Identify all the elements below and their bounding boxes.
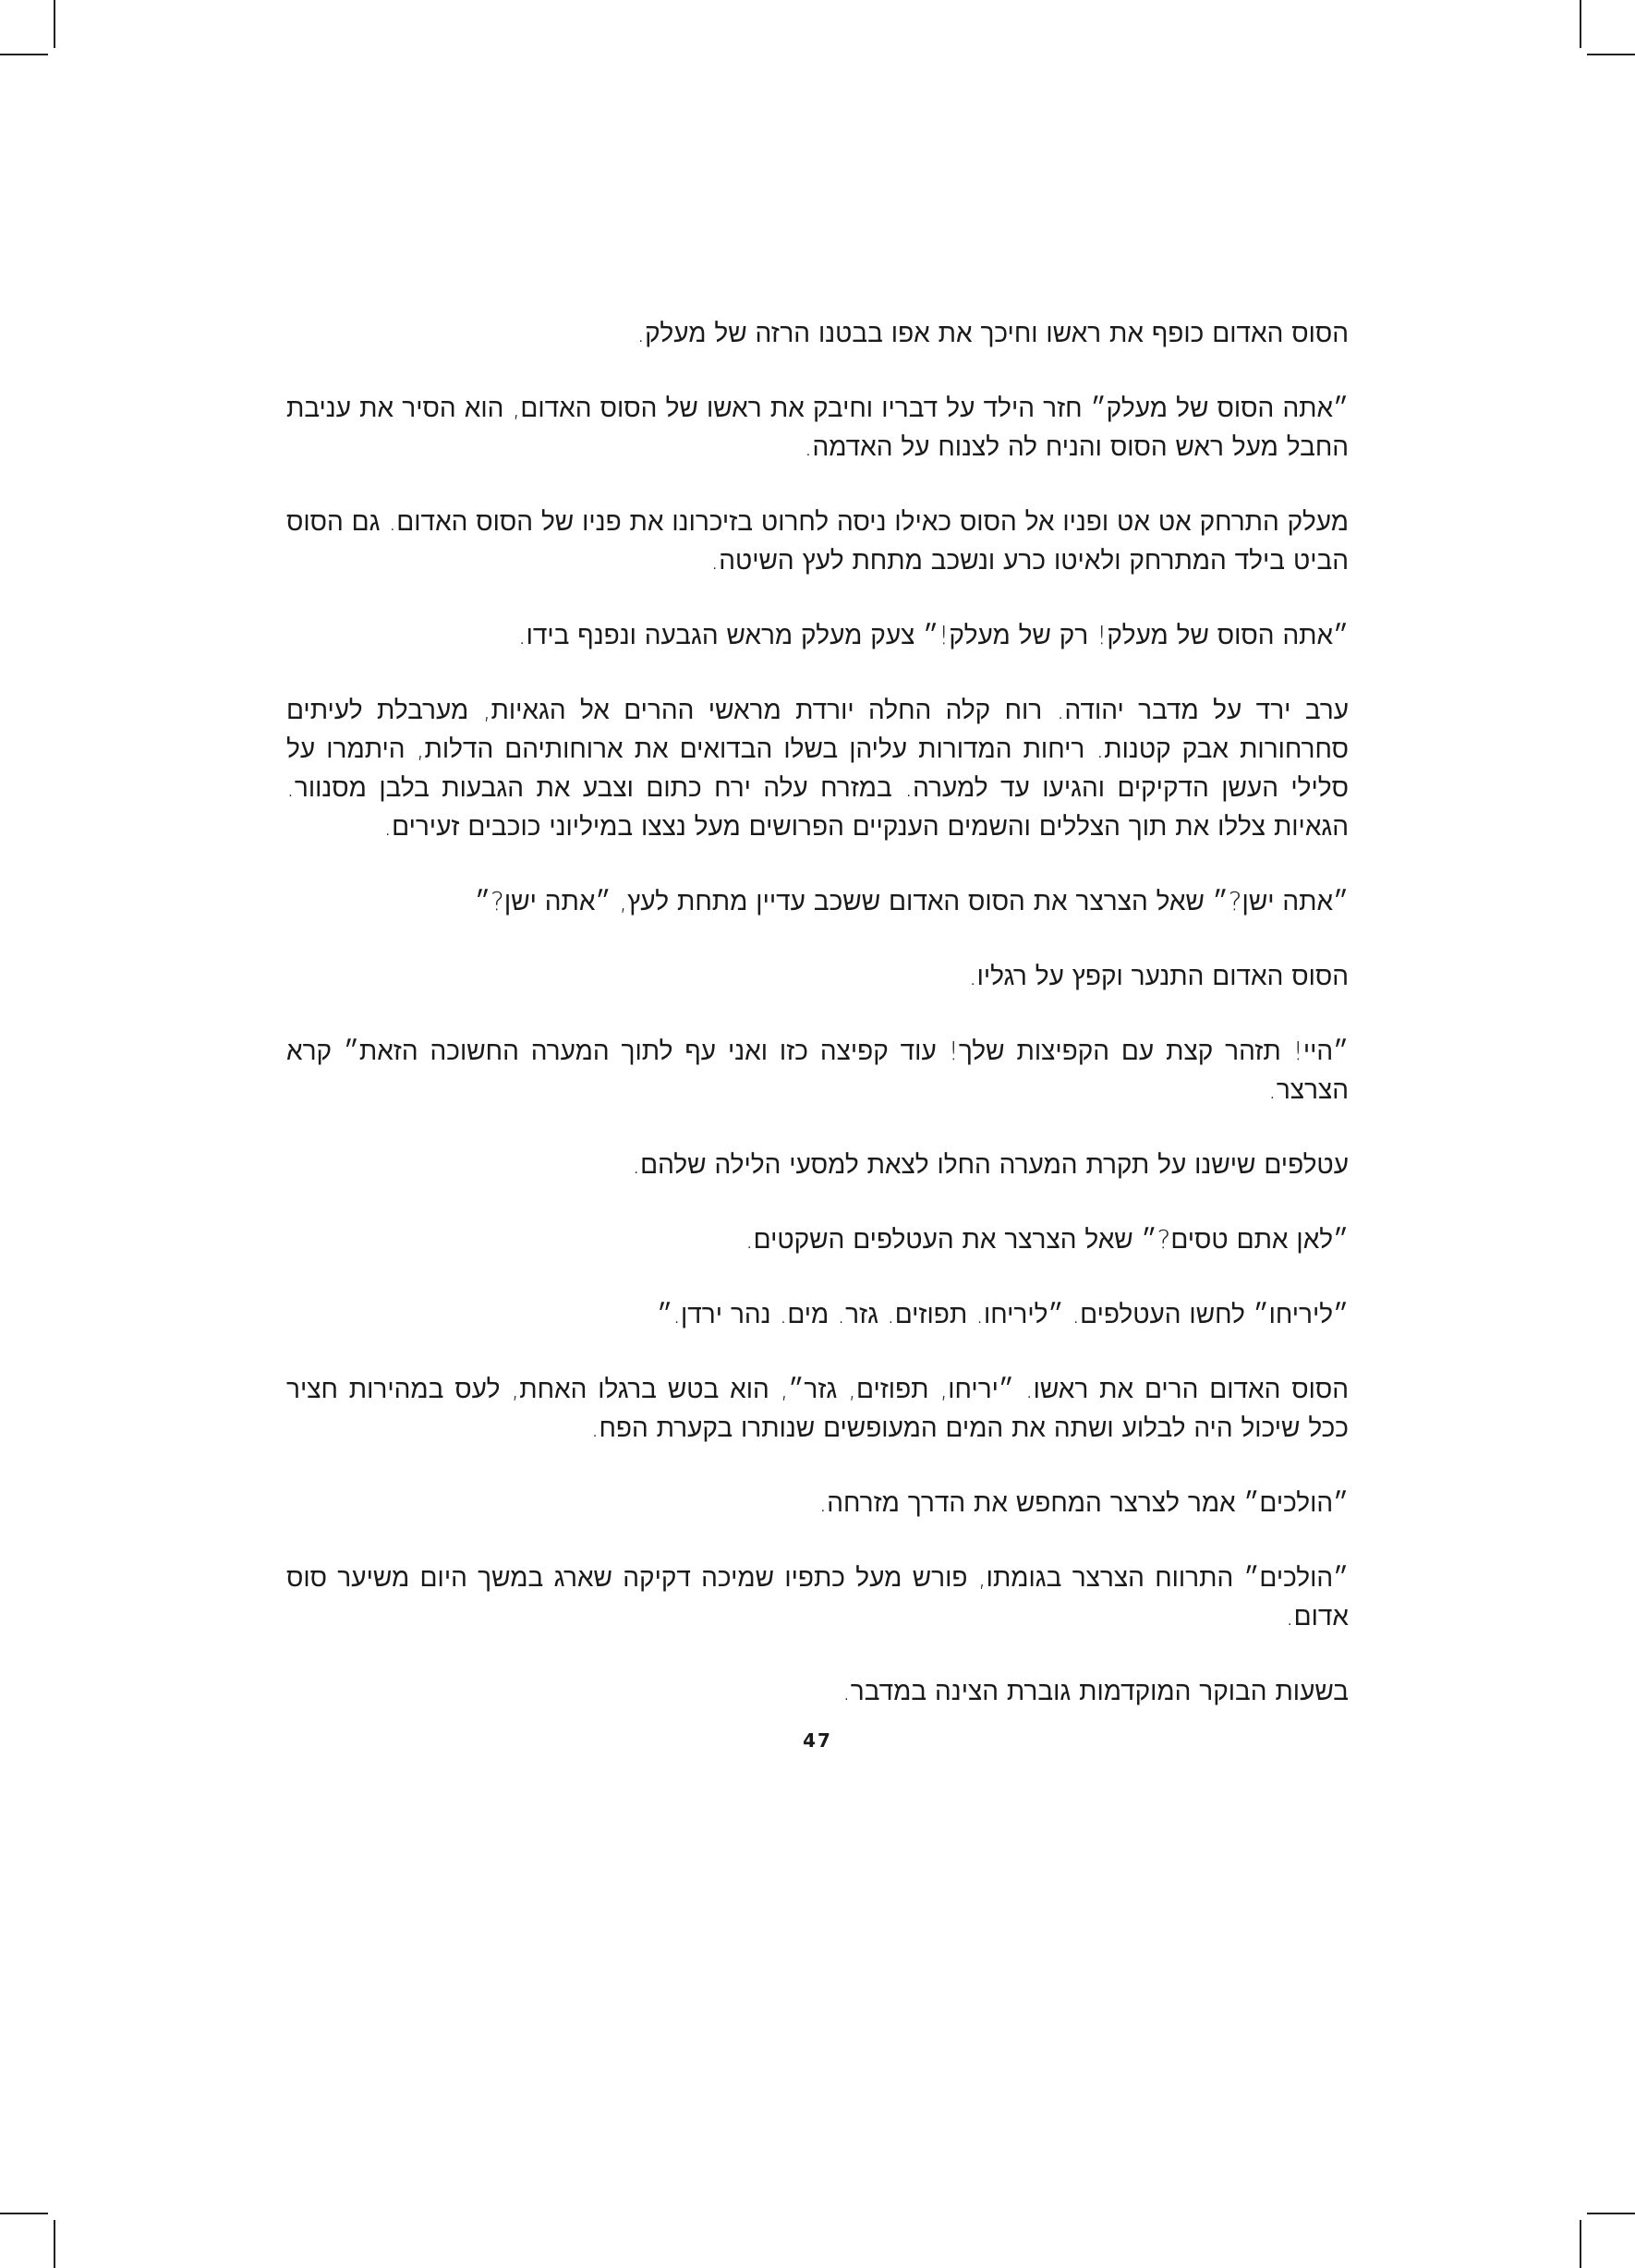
crop-mark-top-right-horizontal	[1587, 54, 1635, 55]
paragraph-3: מעלק התרחק אט אט ופניו אל הסוס כאילו ניסה לחרוט בזיכרונו את פניו של הסוס האדום. גם הסוס הביט בילד המתרחק ולאיטו כרע ונשכב מתחת לעץ השיטה.	[286, 506, 1349, 576]
paragraph-2: ״אתה הסוס של מעלק״ חזר הילד על דבריו וחיבק את ראשו של הסוס האדום, הוא הסיר את עניבת החבל מעל ראש הסוס והניח לה לצנוח על האדמה.	[286, 393, 1349, 462]
paragraph-14: ״הולכים״ התרווח הצרצר בגומתו, פורש מעל כתפיו שמיכה דקיקה שארג במשך היום משיער סוס אדום.	[286, 1562, 1349, 1631]
crop-mark-top-right-vertical	[1580, 0, 1581, 48]
crop-mark-top-left-vertical	[54, 0, 55, 48]
paragraph-12: הסוס האדום הרים את ראשו. ״יריחו, תפוזים, גזר״, הוא בטש ברגלו האחת, לעס במהירות חציר ככל שיכול היה לבלוע ושתה את המים המעופשים שנותרו בקערת הפח.	[286, 1374, 1349, 1443]
paragraph-11: ״ליריחו״ לחשו העטלפים. ״ליריחו. תפוזים. גזר. מים. נהר ירדן.״	[657, 1299, 1349, 1329]
paragraph-5: ערב ירד על מדבר יהודה. רוח קלה החלה יורדת מראשי ההרים אל הגאיות, מערבלת לעיתים סחרחורות אבק קטנות. ריחות המדורות עליהן בשלו הבדואים את ארוחותיהם הדלות, היתמרו על סלילי העשן הדקיקים והגיעו עד למערה. במזרח עלה ירח כתום וצבע את הגבעות בלבן מסנוור. הגאיות צללו את תוך הצללים והשמים הענקיים הפרושים מעל נצצו במיליוני כוכבים זעירים.	[286, 695, 1349, 842]
paragraph-7: הסוס האדום התנער וקפץ על רגליו.	[968, 961, 1349, 991]
paragraph-13: ״הולכים״ אמר לצרצר המחפש את הדרך מזרחה.	[818, 1487, 1349, 1518]
crop-mark-top-left-horizontal	[0, 54, 48, 55]
paragraph-15: בשעות הבוקר המוקדמות גוברת הצינה במדבר.	[842, 1676, 1349, 1706]
crop-mark-bottom-right-vertical	[1580, 2220, 1581, 2268]
paragraph-10: ״לאן אתם טסים?״ שאל הצרצר את העטלפים השקטים.	[745, 1224, 1349, 1255]
crop-mark-bottom-right-horizontal	[1587, 2213, 1635, 2214]
crop-mark-bottom-left-horizontal	[0, 2213, 48, 2214]
paragraph-9: עטלפים שישנו על תקרת המערה החלו לצאת למסעי הלילה שלהם.	[632, 1149, 1349, 1180]
paragraph-8: ״היי! תזהר קצת עם הקפיצות שלך! עוד קפיצה כזו ואני עף לתוך המערה החשוכה הזאת״ קרא הצרצר.	[286, 1036, 1349, 1105]
crop-mark-bottom-left-vertical	[54, 2220, 55, 2268]
paragraph-4: ״אתה הסוס של מעלק! רק של מעלק!״ צעק מעלק מראש הגבעה ונפנף בידו.	[517, 620, 1349, 650]
page-number: 47	[803, 1729, 832, 1752]
paragraph-1: הסוס האדום כופף את ראשו וחיכך את אפו בבטנו הרזה של מעלק.	[636, 318, 1349, 348]
paragraph-6: ״אתה ישן?״ שאל הצרצר את הסוס האדום ששכב עדיין מתחת לעץ, ״אתה ישן?״	[475, 886, 1349, 916]
page-body-text	[286, 314, 1349, 1747]
